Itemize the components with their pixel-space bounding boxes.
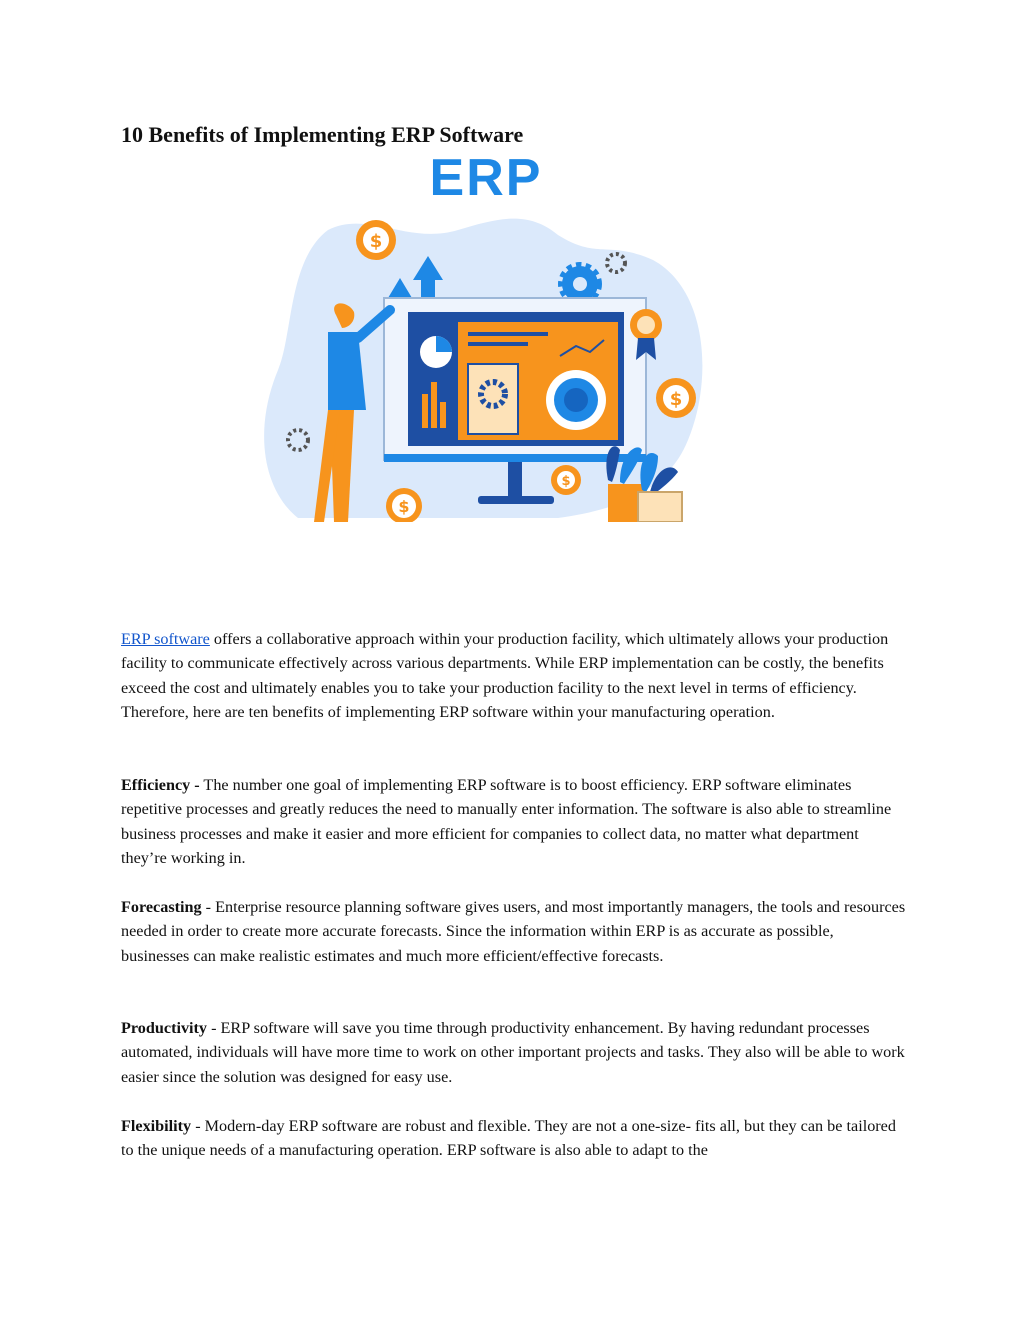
section-text: - ERP software will save you time through productivity enhancement. By having redundant processes automated, individuals will have more time to work on other important projects and tasks. They also will be able to work easier since the solution was designed for easy use. — [121, 1019, 905, 1086]
section-text: The number one goal of implementing ERP software is to boost efficiency. ERP software eliminates repetitive processes and greatly reduces the need to manually enter information. The software is also able to streamline business processes and make it easier and more efficient for companies to collect data, no matter what department they’re working in. — [121, 776, 892, 868]
erp-software-link[interactable]: ERP software — [121, 630, 210, 648]
erp-illustration — [258, 150, 718, 522]
gear-icon — [562, 266, 598, 302]
section-text: - Modern-day ERP software are robust and flexible. They are not a one-size- fits all, but they can be tailored to the unique needs of a manufacturing operation. ERP software is also able to adapt to the — [121, 1117, 896, 1160]
section-heading: Forecasting — [121, 898, 202, 916]
intro-text: offers a collaborative approach within your production facility, which ultimately allows your production facility to communicate effectively across various departments. While ERP implementation can be costly, the benefits exceed the cost and ultimately enables you to take your production facility to the next level in terms of efficiency. Therefore, here are ten benefits of implementing ERP software within your manufacturing operation. — [121, 630, 889, 722]
section-text: - Enterprise resource planning software gives users, and most importantly managers, the tools and resources needed in order to create more accurate forecasts. Since the information within ERP is as accurate as possible, businesses can make realistic estimates and much more efficient/effective forecasts. — [121, 898, 906, 965]
section-heading: Flexibility — [121, 1117, 192, 1135]
svg-text:$: $ — [669, 389, 683, 410]
section-heading: Productivity — [121, 1019, 208, 1037]
svg-text:$: $ — [398, 497, 410, 516]
coin-icon — [356, 220, 396, 260]
svg-text:$: $ — [561, 474, 571, 489]
productivity-paragraph — [121, 1016, 906, 1089]
svg-text:$: $ — [369, 231, 383, 252]
intro-paragraph — [121, 627, 906, 725]
forecasting-paragraph — [121, 895, 906, 968]
efficiency-paragraph — [121, 773, 906, 871]
flexibility-paragraph — [121, 1114, 906, 1163]
page-title: 10 Benefits of Implementing ERP Software — [121, 122, 524, 147]
coin-icon — [551, 465, 581, 495]
erp-logo: ERP — [429, 150, 543, 207]
section-heading: Efficiency - — [121, 776, 200, 794]
coin-icon — [656, 378, 696, 418]
